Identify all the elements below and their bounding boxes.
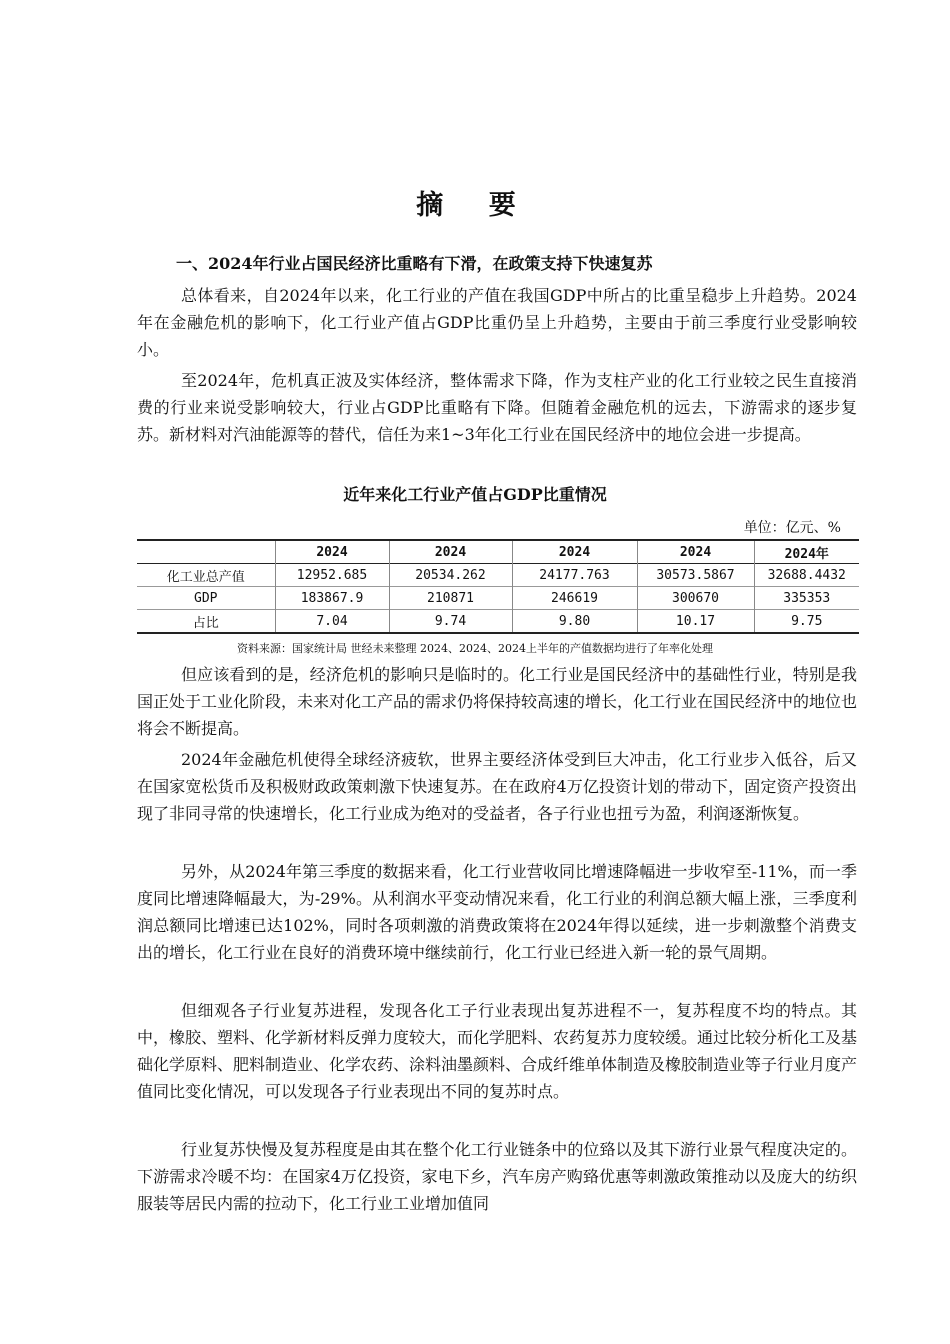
table-unit: 单位：亿元、%: [743, 520, 841, 536]
paragraph-7: 行业复苏快慢及复苏程度是由其在整个化工行业链条中的位臵以及其下游行业景气程度决定的。下游需求冷暖不均：在国家4万亿投资，家电下乡，汽车房产购臵优惠等刺激政策推动以及庞大的纺织服装等居民内需的拉动下，化工行业工业增加值同: [137, 1140, 857, 1213]
data-table: [137, 539, 859, 634]
page-title: 摘 要: [416, 190, 534, 221]
table-header-cell: 2024: [389, 540, 512, 564]
table-cell: 210871: [389, 587, 512, 610]
table-row: [137, 587, 859, 610]
table-header-cell: 2024: [512, 540, 637, 564]
table-caption: 近年来化工行业产值占GDP比重情况: [343, 485, 607, 504]
table-source-note: 资料来源：国家统计局 世经未来整理 2024、2024、2024上半年的产值数据均进行了年率化处理: [237, 642, 713, 655]
table-cell: 24177.763: [512, 564, 637, 587]
paragraph-5: 另外，从2024年第三季度的数据来看，化工行业营收同比增速降幅进一步收窄至-11%，而一季度同比增速降幅最大，为-29%。从利润水平变动情况来看，化工行业的利润总额大幅上涨，三季度利润总额同比增速已达102%，同时各项刺激的消费政策将在2024年得以延续，进一步刺激整个消费支出的增长，化工行业在良好的消费环境中继续前行，化工行业已经进入新一轮的景气周期。: [137, 862, 857, 962]
table-row: [137, 564, 859, 587]
table-cell: 7.04: [275, 610, 389, 634]
table-cell: 9.75: [754, 610, 859, 634]
table-cell: GDP: [194, 590, 218, 606]
table-cell: 20534.262: [389, 564, 512, 587]
table-header-cell: [137, 540, 275, 564]
table-cell: 300670: [637, 587, 754, 610]
paragraph-1: 总体看来，自2024年以来，化工行业的产值在我国GDP中所占的比重呈稳步上升趋势。2024年在金融危机的影响下，化工行业产值占GDP比重仍呈上升趋势，主要由于前三季度行业受影响较小。: [137, 286, 857, 359]
table-cell: 9.74: [389, 610, 512, 634]
paragraph-4: 2024年金融危机使得全球经济疲软，世界主要经济体受到巨大冲击，化工行业步入低谷，后又在国家宽松货币及积极财政政策刺激下快速复苏。在在政府4万亿投资计划的带动下，固定资产投资出现了非同寻常的快速增长，化工行业成为绝对的受益者，各子行业也扭亏为盈，利润逐渐恢复。: [137, 750, 857, 823]
paragraph-2: 至2024年，危机真正波及实体经济，整体需求下降，作为支柱产业的化工行业较之民生直接消费的行业来说受影响较大，行业占GDP比重略有下降。但随着金融危机的远去，下游需求的逐步复苏。新材料对汽油能源等的替代，信任为来1~3年化工行业在国民经济中的地位会进一步提高。: [137, 371, 857, 444]
table-header-row: [137, 540, 859, 564]
table-header-cell: 2024: [275, 540, 389, 564]
paragraph-3: 但应该看到的是，经济危机的影响只是临时的。化工行业是国民经济中的基础性行业，特别是我国正处于工业化阶段，未来对化工产品的需求仍将保持较高速的增长，化工行业在国民经济中的地位也将会不断提高。: [137, 665, 858, 738]
table-cell: 化工业总产值: [166, 569, 245, 585]
table-row: [137, 610, 859, 634]
table-cell: 占比: [192, 615, 219, 631]
paragraph-6: 但细观各子行业复苏进程，发现各化工子行业表现出复苏进程不一，复苏程度不均的特点。其中，橡胶、塑料、化学新材料反弹力度较大，而化学肥料、农药复苏力度较缓。通过比较分析化工及基础化学原料、肥料制造业、化学农药、涂料油墨颜料、合成纤维单体制造及橡胶制造业等子行业月度产值同比变化情况，可以发现各子行业表现出不同的复苏时点。: [137, 1001, 858, 1101]
table-cell: 12952.685: [275, 564, 389, 587]
table-header-cell: 2024: [637, 540, 754, 564]
table-cell: 335353: [754, 587, 859, 610]
table-cell: 183867.9: [275, 587, 389, 610]
table-cell: 9.80: [512, 610, 637, 634]
table-cell: 30573.5867: [637, 564, 754, 587]
table-header-cell: 2024年: [754, 540, 859, 564]
table-cell: 10.17: [637, 610, 754, 634]
section-heading: 一、2024年行业占国民经济比重略有下滑，在政策支持下快速复苏: [176, 254, 653, 273]
table-cell: 32688.4432: [754, 564, 859, 587]
table-cell: 246619: [512, 587, 637, 610]
